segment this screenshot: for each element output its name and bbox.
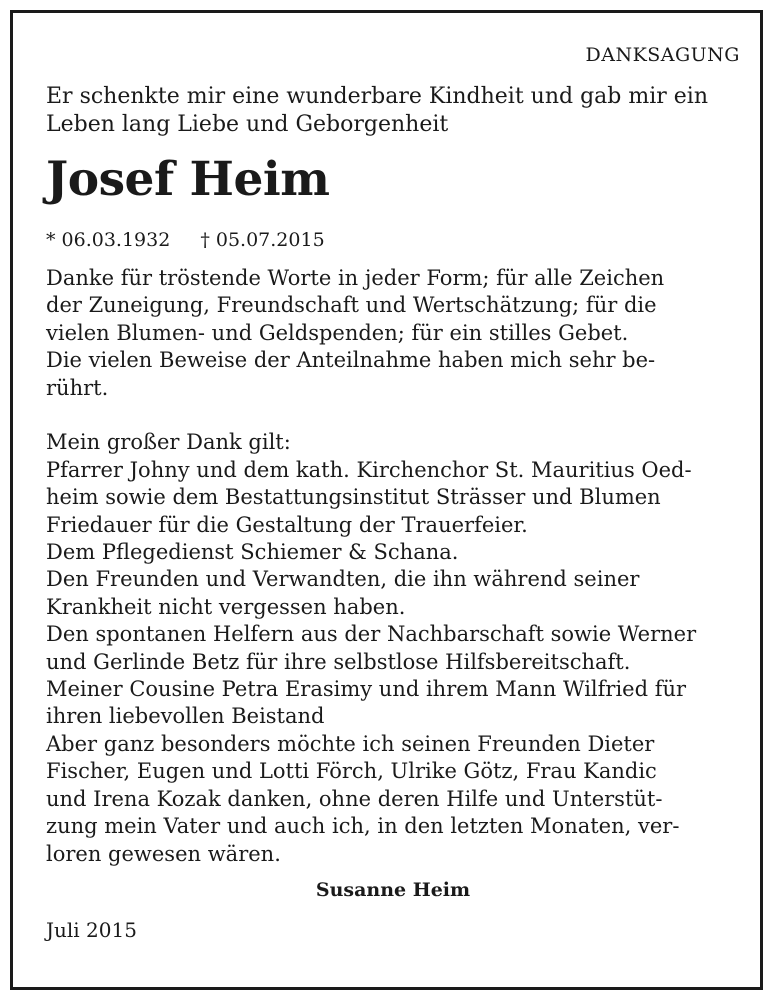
body-line: Den spontanen Helfern aus der Nachbarschaft sowie Werner	[46, 622, 697, 647]
notice-frame	[10, 10, 763, 990]
body-line: Den Freunden und Verwandten, die ihn während seiner	[46, 567, 640, 592]
paragraph-gap	[46, 402, 740, 429]
body-line: Krankheit nicht vergessen haben.	[46, 594, 406, 619]
thank-you-text	[46, 265, 740, 868]
deceased-name: Josef Heim	[46, 152, 330, 207]
body-line: Mein großer Dank gilt:	[46, 430, 291, 455]
birth-date: * 06.03.1932	[46, 229, 171, 251]
life-dates	[46, 227, 740, 253]
body-line: Meiner Cousine Petra Erasimy und ihrem Mann Wilfried für	[46, 677, 687, 702]
body-line: heim sowie dem Bestattungsinstitut Strässer und Blumen	[46, 485, 661, 510]
death-date: † 05.07.2015	[200, 229, 325, 251]
notice-label: DANKSAGUNG	[585, 44, 740, 66]
body-line: und Irena Kozak danken, ohne deren Hilfe und Unterstüt-	[46, 786, 663, 811]
body-line: Danke für tröstende Worte in jeder Form; für alle Zeichen	[46, 266, 665, 290]
signature: Susanne Heim	[315, 878, 471, 901]
body-line: vielen Blumen- und Geldspenden; für ein stilles Gebet.	[46, 320, 629, 345]
body-line: und Gerlinde Betz für ihre selbstlose Hilfsbereitschaft.	[46, 649, 631, 674]
body-line: Dem Pflegedienst Schiemer & Schana.	[46, 540, 459, 565]
body-line: Aber ganz besonders möchte ich seinen Freunden Dieter	[46, 731, 655, 756]
motto-line: Leben lang Liebe und Geborgenheit	[46, 112, 449, 137]
motto-line: Er schenkte mir eine wunderbare Kindheit und gab mir ein	[46, 84, 708, 109]
body-line: zung mein Vater und auch ich, in den letzten Monaten, ver-	[46, 814, 680, 839]
notice-date: Juli 2015	[46, 917, 137, 942]
body-line: Friedauer für die Gestaltung der Trauerfeier.	[46, 512, 528, 537]
body-line: Fischer, Eugen und Lotti Förch, Ulrike Götz, Frau Kandic	[46, 759, 657, 784]
notice-content	[46, 41, 740, 944]
body-line: rührt.	[46, 375, 109, 400]
body-line: Pfarrer Johny und dem kath. Kirchenchor St. Mauritius Oed-	[46, 457, 692, 482]
body-line: Die vielen Beweise der Anteilnahme haben mich sehr be-	[46, 348, 656, 373]
body-line: der Zuneigung, Freundschaft und Wertschätzung; für die	[46, 293, 657, 318]
body-line: ihren liebevollen Beistand	[46, 704, 325, 729]
body-line: loren gewesen wären.	[46, 841, 281, 866]
motto	[46, 83, 740, 139]
